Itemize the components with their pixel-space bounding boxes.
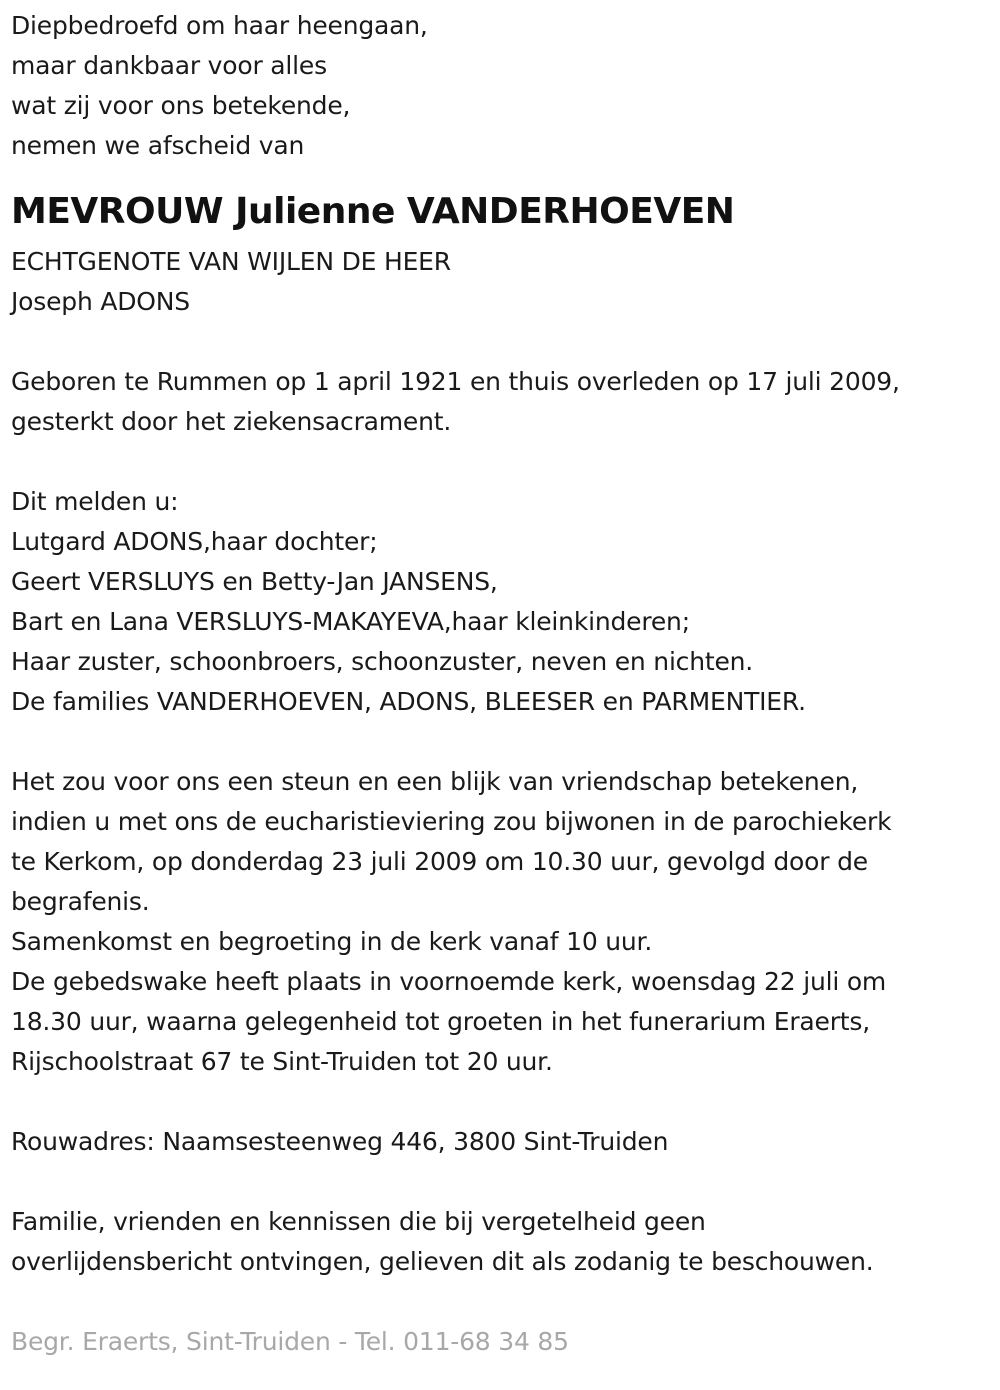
- ceremony-paragraph: [11, 762, 991, 1082]
- obituary-notice: [11, 0, 991, 1362]
- announcers-heading: Dit melden u:: [11, 487, 179, 516]
- spouse-name: Joseph ADONS: [11, 287, 190, 316]
- notice-paragraph: [11, 1202, 991, 1282]
- intro-text: [11, 6, 991, 166]
- paragraph-line: 18.30 uur, waarna gelegenheid tot groeten in het funerarium Eraerts,: [11, 1007, 870, 1036]
- paragraph-line: De gebedswake heeft plaats in voornoemde kerk, woensdag 22 juli om: [11, 967, 887, 996]
- intro-line: maar dankbaar voor alles: [11, 51, 327, 80]
- paragraph-line: begrafenis.: [11, 887, 150, 916]
- intro-line: nemen we afscheid van: [11, 131, 305, 160]
- paragraph-line: Het zou voor ons een steun en een blijk van vriendschap betekenen,: [11, 767, 859, 796]
- announcer-line: De families VANDERHOEVEN, ADONS, BLEESER en PARMENTIER.: [11, 687, 806, 716]
- spacer: [11, 1162, 991, 1202]
- spacer: [11, 1282, 991, 1322]
- announcers-list: [11, 482, 991, 722]
- funeral-home-footer: Begr. Eraerts, Sint-Truiden - Tel. 011-68 34 85: [11, 1327, 569, 1356]
- paragraph-line: Samenkomst en begroeting in de kerk vanaf 10 uur.: [11, 927, 653, 956]
- paragraph-line: indien u met ons de eucharistieviering zou bijwonen in de parochiekerk: [11, 807, 892, 836]
- announcer-line: Bart en Lana VERSLUYS-MAKAYEVA,haar kleinkinderen;: [11, 607, 690, 636]
- spouse-title: ECHTGENOTE VAN WIJLEN DE HEER: [11, 247, 451, 276]
- paragraph-line: overlijdensbericht ontvingen, gelieven dit als zodanig te beschouwen.: [11, 1247, 874, 1276]
- paragraph-line: gesterkt door het ziekensacrament.: [11, 407, 452, 436]
- paragraph-line: Rijschoolstraat 67 te Sint-Truiden tot 20 uur.: [11, 1047, 553, 1076]
- spacer: [11, 1082, 991, 1122]
- spacer: [11, 722, 991, 762]
- intro-line: Diepbedroefd om haar heengaan,: [11, 11, 428, 40]
- paragraph-line: Geboren te Rummen op 1 april 1921 en thuis overleden op 17 juli 2009,: [11, 367, 900, 396]
- announcer-line: Geert VERSLUYS en Betty-Jan JANSENS,: [11, 567, 498, 596]
- announcer-line: Haar zuster, schoonbroers, schoonzuster, neven en nichten.: [11, 647, 754, 676]
- spacer: [11, 442, 991, 482]
- paragraph-line: Familie, vrienden en kennissen die bij vergetelheid geen: [11, 1207, 706, 1236]
- spacer: [11, 322, 991, 362]
- paragraph-line: te Kerkom, op donderdag 23 juli 2009 om 10.30 uur, gevolgd door de: [11, 847, 868, 876]
- birth-death-paragraph: [11, 362, 991, 442]
- announcer-line: Lutgard ADONS,haar dochter;: [11, 527, 378, 556]
- deceased-name: MEVROUW Julienne VANDERHOEVEN: [11, 191, 735, 232]
- intro-line: wat zij voor ons betekende,: [11, 91, 351, 120]
- mourning-address: Rouwadres: Naamsesteenweg 446, 3800 Sint-Truiden: [11, 1127, 669, 1156]
